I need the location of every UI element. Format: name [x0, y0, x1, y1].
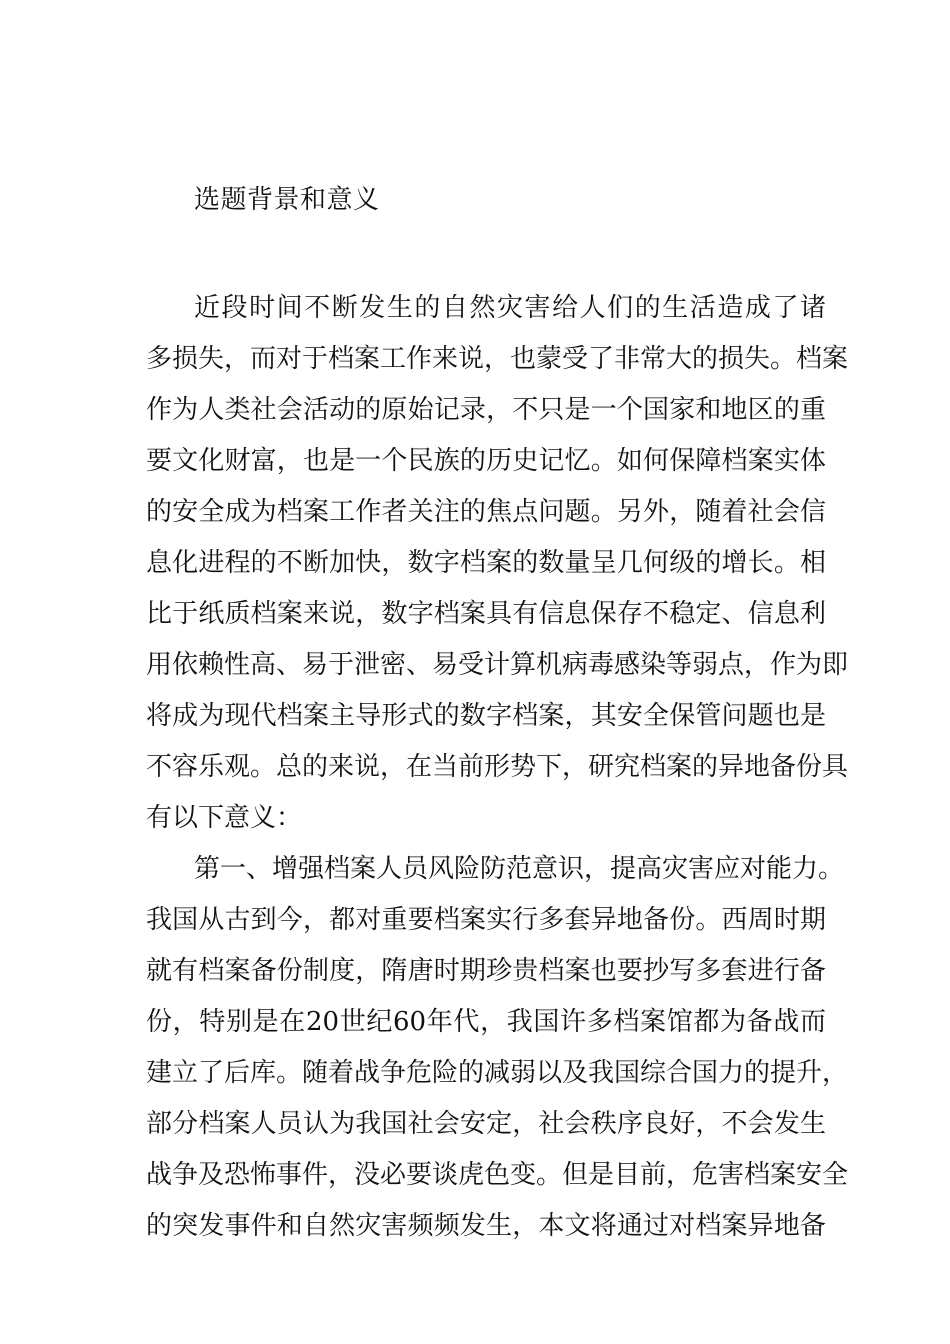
text-line: 份，特别是在20世纪60年代，我国许多档案馆都为备战而 [146, 1007, 826, 1037]
text-line: 近段时间不断发生的自然灾害给人们的生活造成了诸 [194, 293, 826, 323]
text-line: 息化进程的不断加快，数字档案的数量呈几何级的增长。相 [146, 548, 826, 578]
section-title: 选题背景和意义 [194, 185, 380, 215]
text-line: 不容乐观。总的来说，在当前形势下，研究档案的异地备份具 [146, 752, 849, 782]
text-line: 建立了后库。随着战争危险的减弱以及我国综合国力的提升， [146, 1058, 849, 1088]
text-line: 用依赖性高、易于泄密、易受计算机病毒感染等弱点，作为即 [146, 650, 849, 680]
text-line: 战争及恐怖事件，没必要谈虎色变。但是目前，危害档案安全 [146, 1160, 849, 1190]
text-line: 将成为现代档案主导形式的数字档案，其安全保管问题也是 [146, 701, 826, 731]
text-line: 比于纸质档案来说，数字档案具有信息保存不稳定、信息利 [146, 599, 826, 629]
text-line: 我国从古到今，都对重要档案实行多套异地备份。西周时期 [146, 905, 826, 935]
body-text [146, 283, 849, 1252]
text-line: 第一、增强档案人员风险防范意识，提高灾害应对能力。 [194, 854, 845, 884]
text-line: 就有档案备份制度，隋唐时期珍贵档案也要抄写多套进行备 [146, 956, 826, 986]
text-line: 的突发事件和自然灾害频频发生，本文将通过对档案异地备 [146, 1211, 826, 1241]
text-line: 要文化财富，也是一个民族的历史记忆。如何保障档案实体 [146, 446, 826, 476]
text-line: 作为人类社会活动的原始记录，不只是一个国家和地区的重 [146, 395, 826, 425]
text-line: 部分档案人员认为我国社会安定，社会秩序良好，不会发生 [146, 1109, 826, 1139]
text-line: 多损失，而对于档案工作来说，也蒙受了非常大的损失。档案 [146, 344, 849, 374]
text-line: 的安全成为档案工作者关注的焦点问题。另外，随着社会信 [146, 497, 826, 527]
text-line: 有以下意义： [146, 803, 303, 833]
